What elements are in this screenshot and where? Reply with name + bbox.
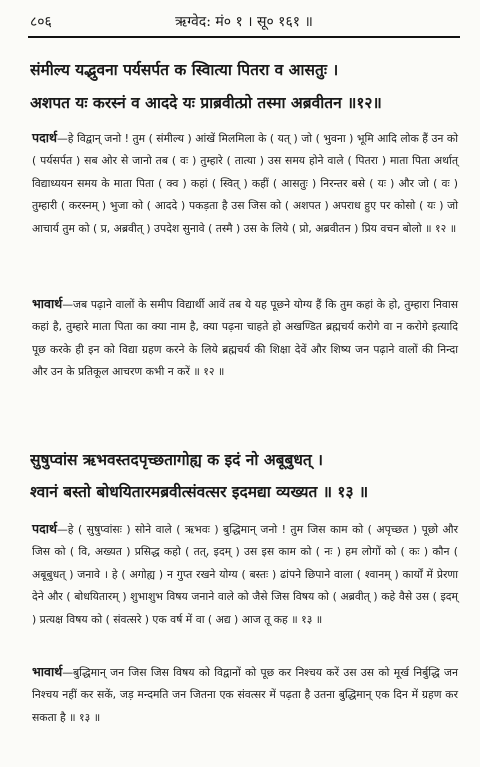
padartha-13-text: —हे ( सुषुप्वांसः ) सोने वाले ( ऋभवः ) बुद्धिमान् जनो ! तुम जिस काम को ( अपृच्छत ) पूछो और जिस को ( वि, अख्यत ) प्रसिद्ध कहो ( तत्, इदम् ) उस इस काम को ( नः ) हम लोगों को ( कः ) कौन ( अबूबुधत् ) जनावे । हे ( अगोह्य ) न गुप्त रखने योग्य ( बस्तः ) ढांपने छिपाने वाला ( श्वानम् ) कार्यों में प्रेरणा देने और ( बोधयितारम् ) शुभाशुभ विषय जनाने वाले को जैसे जिस विषय को ( अब्रवीत् ) कहे वैसे उस ( इदम् ) प्रत्यक्ष विषय को ( संवत्सरे ) एक वर्ष में वा ( अद्य ) आज तू कह ॥ १३ ॥ bbox=[32, 523, 458, 626]
mantra-13-line-2: श्वानं बस्तो बोधयितारमब्रवीत्संवत्सर इदमद्या व्यख्यत ॥ १३ ॥ bbox=[30, 482, 369, 501]
padartha-13 bbox=[32, 518, 458, 631]
page-header bbox=[30, 6, 458, 36]
running-title: ऋग्वेद: मं० १ । सू० १६१ ॥ bbox=[175, 13, 313, 30]
bhavartha-12-text: —जब पढ़ाने वालों के समीप विद्यार्थी आवें तब ये यह पूछने योग्य हैं कि तुम कहां के हो, तुम्हारा निवास कहां है, तुम्हारे माता पिता का क्या नाम है, क्या पढ़ना चाहते हो अखण्डित ब्रह्मचर्य करोगे वा न करोगे इत्यादि पूछ करके ही इन को विद्या ग्रहण करने के लिये ब्रह्मचर्य की शिक्षा देवें और शिष्य जन पढ़ाने वालों की निन्दा और उन के प्रतिकूल आचरण कभी न करें ॥ १२ ॥ bbox=[32, 298, 458, 379]
mantra-13-line-1: सुषुप्वांस ऋभवस्तदपृच्छतागोह्य क इदं नो अबूबुधत् । bbox=[30, 450, 323, 469]
padartha-12-heading: पदार्थ bbox=[32, 130, 57, 145]
mantra-12-line-1: संमील्य यद्भुवना पर्यसर्पत क स्विात्या पितरा व आसतुः । bbox=[30, 60, 339, 79]
page-number: ८०६ bbox=[30, 13, 52, 30]
padartha-12-text: —हे विद्वान् जनो ! तुम ( संमील्य ) आंखें मिलमिला के ( यत् ) जो ( भुवना ) भूमि आदि लोक हैं उन को ( पर्यसर्पत ) सब ओर से जानो तब ( वः ) तुम्हारे ( तात्या ) उस समय होने वाले ( पितरा ) माता पिता अर्थात् विद्याध्ययन समय के माता पिता ( क्व ) कहां ( स्वित् ) कहीं ( आसतुः ) निरन्तर बसे ( यः ) और जो ( वः ) तुम्हारी ( करस्नम् ) भुजा को ( आददे ) पकड़ता है उस जिस को ( अशपत ) अपराध हुए पर कोसो ( यः ) जो आचार्य तुम को ( प्र, अब्रवीत् ) उपदेश सुनावे ( तस्मै ) उस के लिये ( प्रो, अब्रवीतन ) प्रिय वचन बोलो ॥ १२ ॥ bbox=[32, 132, 458, 235]
bhavartha-12 bbox=[32, 293, 458, 384]
bhavartha-13-text: —बुद्धिमान् जन जिस जिस विषय को विद्वानों को पूछ कर निश्चय करें उस उस को मूर्ख निर्बुद्धि जन निश्चय नहीं कर सकें, जड़ मन्दमति जन जितना एक संवत्सर में पढ़ता है उतना बुद्धिमान् एक दिन में ग्रहण कर सकता है ॥ १३ ॥ bbox=[32, 666, 458, 724]
mantra-12-line-2: अशपत यः करस्नं व आददे यः प्राब्रवीत्प्रो तस्मा अब्रवीतन ॥१२॥ bbox=[30, 93, 382, 112]
bhavartha-13 bbox=[32, 661, 458, 729]
padartha-13-heading: पदार्थ bbox=[32, 521, 57, 536]
bhavartha-12-heading: भावार्थ bbox=[32, 296, 63, 311]
header-rule bbox=[28, 36, 460, 38]
bhavartha-13-heading: भावार्थ bbox=[32, 664, 63, 679]
padartha-12 bbox=[32, 127, 458, 240]
